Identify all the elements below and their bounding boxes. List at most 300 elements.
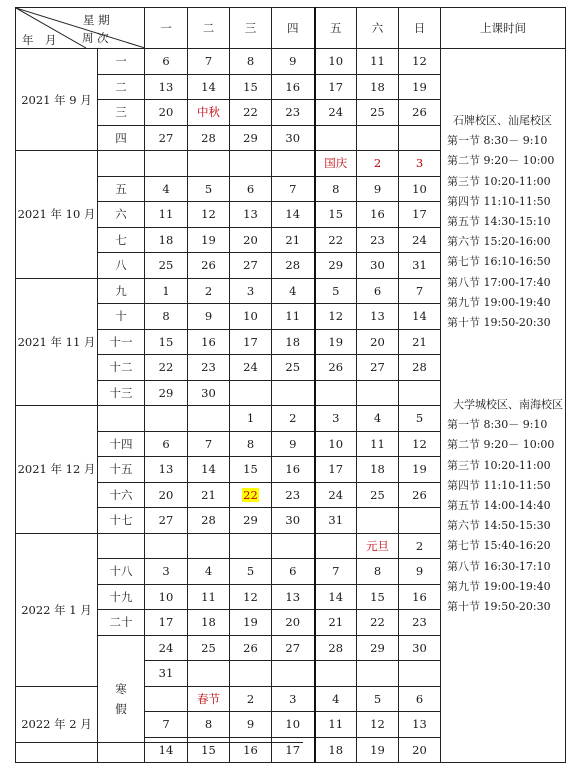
- day-value: 6: [289, 564, 297, 579]
- day-value: 19: [243, 615, 258, 630]
- week-number: 十三: [98, 380, 145, 406]
- period-time: 第七节 16:10-16:50: [447, 255, 551, 269]
- day-cell: [230, 406, 272, 432]
- day-value: 8: [246, 54, 255, 69]
- day-value: 24: [158, 640, 174, 655]
- week-number: 十: [98, 304, 145, 330]
- day-cell: [357, 253, 399, 279]
- day-cell: [399, 482, 441, 508]
- day-value: 13: [243, 207, 258, 222]
- day-cell: [145, 482, 188, 508]
- day-cell: [272, 431, 315, 457]
- day-cell: [399, 635, 441, 661]
- day-value: 8: [162, 309, 170, 324]
- day-cell: [230, 278, 272, 304]
- day-value: 9: [415, 564, 424, 579]
- day-value: 24: [328, 487, 344, 502]
- day-value: 3: [332, 411, 340, 426]
- day-cell: [230, 584, 272, 610]
- day-value: 3: [415, 156, 424, 171]
- day-value: 22: [243, 105, 258, 120]
- day-cell: [188, 559, 230, 585]
- day-header: 二: [188, 8, 230, 49]
- day-value: 13: [158, 79, 174, 94]
- month-label: 2021 年 12 月: [16, 406, 98, 534]
- day-value: 18: [285, 334, 301, 349]
- day-value: 2: [373, 156, 382, 171]
- day-cell: [230, 355, 272, 381]
- day-value: 4: [204, 564, 213, 579]
- day-value: 9: [246, 717, 255, 732]
- day-cell: [145, 74, 188, 100]
- day-cell: [230, 74, 272, 100]
- week-number: 三: [98, 100, 145, 126]
- day-cell: [315, 431, 357, 457]
- day-value: 26: [201, 258, 216, 273]
- day-value: 23: [412, 615, 427, 630]
- day-header: 三: [230, 8, 272, 49]
- day-cell: [230, 457, 272, 483]
- day-value: 30: [285, 513, 301, 528]
- day-value: 18: [158, 232, 174, 247]
- day-cell: [399, 661, 441, 687]
- day-cell: [357, 584, 399, 610]
- day-value: 3: [246, 283, 255, 298]
- day-cell: [145, 151, 188, 177]
- day-cell: [315, 355, 357, 381]
- day-cell: [145, 49, 188, 75]
- day-value: 17: [243, 334, 258, 349]
- day-value: 9: [204, 309, 213, 324]
- week-number: 十四: [98, 431, 145, 457]
- day-value: 8: [332, 181, 340, 196]
- day-value: 10: [243, 309, 258, 324]
- day-cell: [357, 74, 399, 100]
- day-value: 27: [158, 130, 174, 145]
- campus-name: 石牌校区、汕尾校区: [453, 114, 552, 127]
- day-value: 14: [412, 309, 427, 324]
- day-cell: [399, 125, 441, 151]
- day-cell: [230, 100, 272, 126]
- day-cell: [399, 176, 441, 202]
- period-time: 第十节 19:50-20:30: [447, 600, 551, 614]
- week-label: 星 期: [83, 13, 110, 27]
- month-label: 2021 年 9 月: [16, 49, 98, 151]
- day-cell: [145, 253, 188, 279]
- day-cell: [399, 737, 441, 763]
- day-cell: [399, 304, 441, 330]
- day-value: 14: [201, 79, 216, 94]
- day-cell: [315, 151, 357, 177]
- day-cell: [145, 355, 188, 381]
- day-cell: [357, 559, 399, 585]
- day-cell: [188, 482, 230, 508]
- day-cell: [399, 74, 441, 100]
- day-cell: [357, 202, 399, 228]
- day-cell: [272, 533, 315, 559]
- day-cell: [357, 278, 399, 304]
- period-time: 第二节 9:20－ 10:00: [447, 154, 555, 168]
- day-cell: [230, 482, 272, 508]
- day-value: 10: [328, 436, 344, 451]
- day-value: 1: [162, 283, 170, 298]
- day-value: 2: [289, 411, 297, 426]
- day-value: 4: [162, 181, 170, 196]
- day-value: 17: [328, 462, 344, 477]
- day-cell: [315, 176, 357, 202]
- day-cell: [399, 431, 441, 457]
- day-cell: [272, 202, 315, 228]
- day-cell: [357, 661, 399, 687]
- day-value: 15: [243, 462, 258, 477]
- day-value: 12: [201, 207, 216, 222]
- day-value: 26: [412, 105, 427, 120]
- day-header: 六: [357, 8, 399, 49]
- day-value: 12: [370, 717, 385, 732]
- day-cell: [315, 304, 357, 330]
- campus-name: 大学城校区、南海校区: [453, 398, 563, 411]
- day-cell: [272, 457, 315, 483]
- period-time: 第三节 10:20-11:00: [447, 458, 551, 472]
- day-value: 11: [370, 54, 385, 69]
- day-value: 5: [373, 691, 382, 706]
- day-cell: [315, 712, 357, 738]
- day-cell: [188, 227, 230, 253]
- day-cell: [399, 406, 441, 432]
- day-cell: [315, 533, 357, 559]
- day-cell: [399, 202, 441, 228]
- day-cell: [357, 100, 399, 126]
- day-cell: [357, 406, 399, 432]
- day-value: 10: [412, 181, 427, 196]
- day-value: 28: [285, 258, 301, 273]
- day-cell: [357, 355, 399, 381]
- day-value: 28: [328, 640, 344, 655]
- day-header: 四: [272, 8, 315, 49]
- day-cell: [357, 610, 399, 636]
- day-value: 13: [285, 589, 301, 604]
- day-value: 16: [285, 79, 301, 94]
- day-cell: [272, 482, 315, 508]
- week-number: 一: [98, 49, 145, 75]
- week-number: 十八: [98, 559, 145, 585]
- day-value: 20: [158, 105, 174, 120]
- day-cell: [188, 457, 230, 483]
- day-value: 17: [158, 615, 174, 630]
- day-value: 20: [412, 742, 427, 757]
- day-cell: [230, 559, 272, 585]
- day-value: 6: [246, 181, 255, 196]
- day-value: 9: [289, 54, 297, 69]
- day-value: 8: [373, 564, 382, 579]
- campus-schedule: [447, 395, 563, 617]
- day-value: 29: [158, 385, 174, 400]
- day-header: 五: [315, 8, 357, 49]
- day-value: 9: [289, 436, 297, 451]
- winter-vacation-label: [98, 635, 145, 763]
- day-value: 12: [412, 54, 427, 69]
- day-cell: [145, 508, 188, 534]
- day-cell: [145, 635, 188, 661]
- day-value: 15: [243, 79, 258, 94]
- day-value: 28: [201, 513, 216, 528]
- day-value: 20: [285, 615, 301, 630]
- day-cell: [315, 380, 357, 406]
- day-cell: [399, 278, 441, 304]
- day-cell: [315, 737, 357, 763]
- day-value: 25: [158, 258, 174, 273]
- day-cell: [145, 533, 188, 559]
- month-label: 2021 年 10 月: [16, 151, 98, 279]
- period-time: 第五节 14:30-15:10: [447, 215, 551, 229]
- day-cell: [188, 737, 230, 763]
- day-cell: [357, 151, 399, 177]
- day-cell: [188, 508, 230, 534]
- day-cell: [272, 227, 315, 253]
- day-cell: [357, 737, 399, 763]
- day-cell: [357, 457, 399, 483]
- day-cell: [272, 151, 315, 177]
- day-cell: [399, 355, 441, 381]
- day-cell: [145, 304, 188, 330]
- day-value: 14: [201, 462, 216, 477]
- day-value: 12: [328, 309, 344, 324]
- day-value: 27: [285, 640, 301, 655]
- day-cell: [188, 380, 230, 406]
- day-cell: [357, 304, 399, 330]
- day-value: 18: [370, 79, 385, 94]
- day-value: 16: [243, 742, 258, 757]
- day-cell: [399, 712, 441, 738]
- day-value: 23: [285, 487, 301, 502]
- day-value: 17: [412, 207, 427, 222]
- month-label: 2022 年 2 月: [16, 686, 98, 763]
- day-value: 11: [158, 207, 174, 222]
- day-cell: [357, 712, 399, 738]
- day-cell: [188, 610, 230, 636]
- day-cell: [230, 712, 272, 738]
- week-number: 二: [98, 74, 145, 100]
- day-value: 2: [415, 538, 424, 553]
- day-cell: [315, 635, 357, 661]
- day-value: 13: [370, 309, 385, 324]
- day-cell: [230, 151, 272, 177]
- week-number: [98, 533, 145, 559]
- day-cell: [188, 635, 230, 661]
- period-time: 第四节 11:10-11:50: [447, 194, 551, 208]
- year-label: 年: [22, 33, 34, 47]
- day-value: 27: [158, 513, 174, 528]
- period-time: 第八节 17:00-17:40: [447, 275, 551, 289]
- day-cell: [272, 176, 315, 202]
- day-cell: [188, 661, 230, 687]
- day-cell: [230, 610, 272, 636]
- day-cell: [230, 253, 272, 279]
- day-cell: [357, 125, 399, 151]
- day-value: 27: [370, 360, 385, 375]
- day-cell: [188, 686, 230, 712]
- day-cell: [399, 508, 441, 534]
- day-value: 14: [158, 742, 174, 757]
- diagonal-lines: [16, 8, 145, 48]
- day-value: 20: [158, 487, 174, 502]
- day-cell: [188, 151, 230, 177]
- day-value: 23: [285, 105, 301, 120]
- day-cell: [230, 686, 272, 712]
- day-cell: [145, 329, 188, 355]
- day-value: 23: [370, 232, 385, 247]
- day-cell: [230, 125, 272, 151]
- day-value: 22: [243, 487, 258, 502]
- day-cell: [272, 686, 315, 712]
- day-cell: [399, 610, 441, 636]
- day-cell: [145, 610, 188, 636]
- day-value: 17: [328, 79, 344, 94]
- day-cell: [315, 482, 357, 508]
- day-cell: [399, 49, 441, 75]
- day-cell: [145, 712, 188, 738]
- day-cell: [399, 151, 441, 177]
- day-value: 2: [246, 691, 255, 706]
- day-value: 17: [285, 742, 301, 757]
- day-cell: [188, 100, 230, 126]
- period-time: 第五节 14:00-14:40: [447, 499, 551, 513]
- day-cell: [315, 457, 357, 483]
- day-cell: [230, 661, 272, 687]
- day-value: 4: [332, 691, 340, 706]
- day-value: 26: [412, 487, 427, 502]
- period-time: 第八节 16:30-17:10: [447, 559, 551, 573]
- day-cell: [145, 278, 188, 304]
- day-value: 27: [243, 258, 258, 273]
- day-cell: [315, 508, 357, 534]
- day-cell: [272, 329, 315, 355]
- day-cell: [145, 380, 188, 406]
- day-cell: [272, 125, 315, 151]
- week-number: 二十: [98, 610, 145, 636]
- day-cell: [315, 610, 357, 636]
- day-cell: [357, 686, 399, 712]
- day-cell: [315, 661, 357, 687]
- day-cell: [272, 380, 315, 406]
- day-value: 29: [243, 130, 258, 145]
- day-cell: [272, 355, 315, 381]
- day-cell: [188, 202, 230, 228]
- day-cell: [315, 584, 357, 610]
- day-cell: [188, 304, 230, 330]
- day-cell: [145, 584, 188, 610]
- day-value: 14: [328, 589, 344, 604]
- times-header: 上课时间: [441, 8, 566, 49]
- day-cell: [188, 431, 230, 457]
- day-value: 11: [328, 717, 344, 732]
- period-time: 第六节 14:50-15:30: [447, 519, 551, 533]
- day-cell: [188, 406, 230, 432]
- day-cell: [188, 125, 230, 151]
- day-cell: [315, 227, 357, 253]
- day-value: 25: [201, 640, 216, 655]
- calendar-row: [16, 49, 566, 75]
- day-cell: [230, 202, 272, 228]
- day-value: 7: [204, 436, 213, 451]
- day-cell: [357, 533, 399, 559]
- day-cell: [315, 686, 357, 712]
- day-value: 7: [332, 564, 340, 579]
- week-number: 六: [98, 202, 145, 228]
- day-value: 29: [328, 258, 344, 273]
- day-value: 16: [370, 207, 385, 222]
- day-cell: [145, 457, 188, 483]
- day-value: 8: [246, 436, 255, 451]
- day-cell: [357, 380, 399, 406]
- day-cell: [272, 304, 315, 330]
- day-value: 12: [243, 589, 258, 604]
- period-time: 第三节 10:20-11:00: [447, 174, 551, 188]
- day-value: 11: [201, 589, 216, 604]
- day-value: 11: [370, 436, 385, 451]
- week-number: 九: [98, 278, 145, 304]
- day-value: 元旦: [366, 538, 389, 553]
- day-cell: [399, 686, 441, 712]
- day-cell: [188, 176, 230, 202]
- day-cell: [399, 457, 441, 483]
- day-cell: [315, 278, 357, 304]
- day-value: 3: [289, 691, 297, 706]
- day-cell: [145, 661, 188, 687]
- day-value: 22: [328, 232, 344, 247]
- day-value: 31: [328, 513, 344, 528]
- day-cell: [188, 712, 230, 738]
- day-value: 19: [201, 232, 216, 247]
- day-cell: [188, 584, 230, 610]
- day-value: 15: [158, 334, 174, 349]
- day-cell: [188, 329, 230, 355]
- day-value: 7: [162, 717, 170, 732]
- week-number: 十一: [98, 329, 145, 355]
- bottom-rule: [15, 742, 303, 743]
- week-number: 十六: [98, 482, 145, 508]
- day-cell: [357, 482, 399, 508]
- day-value: 25: [370, 105, 385, 120]
- period-time: 第一节 8:30－ 9:10: [447, 134, 548, 148]
- day-cell: [272, 278, 315, 304]
- day-cell: [230, 227, 272, 253]
- day-value: 30: [201, 385, 216, 400]
- day-cell: [399, 380, 441, 406]
- week-number-label: 周 次: [82, 31, 109, 45]
- day-value: 18: [201, 615, 216, 630]
- day-value: 23: [201, 360, 216, 375]
- day-value: 7: [415, 283, 424, 298]
- day-cell: [315, 49, 357, 75]
- day-value: 5: [332, 283, 340, 298]
- day-cell: [315, 202, 357, 228]
- day-value: 10: [285, 717, 301, 732]
- day-cell: [272, 100, 315, 126]
- day-value: 25: [370, 487, 385, 502]
- day-value: 21: [412, 334, 427, 349]
- week-number: 七: [98, 227, 145, 253]
- period-time: 第十节 19:50-20:30: [447, 316, 551, 330]
- period-time: 第六节 15:20-16:00: [447, 235, 551, 249]
- day-value: 19: [370, 742, 385, 757]
- day-cell: [188, 253, 230, 279]
- day-cell: [230, 380, 272, 406]
- day-cell: [272, 635, 315, 661]
- day-value: 21: [285, 232, 301, 247]
- day-value: 29: [243, 513, 258, 528]
- day-value: 11: [285, 309, 301, 324]
